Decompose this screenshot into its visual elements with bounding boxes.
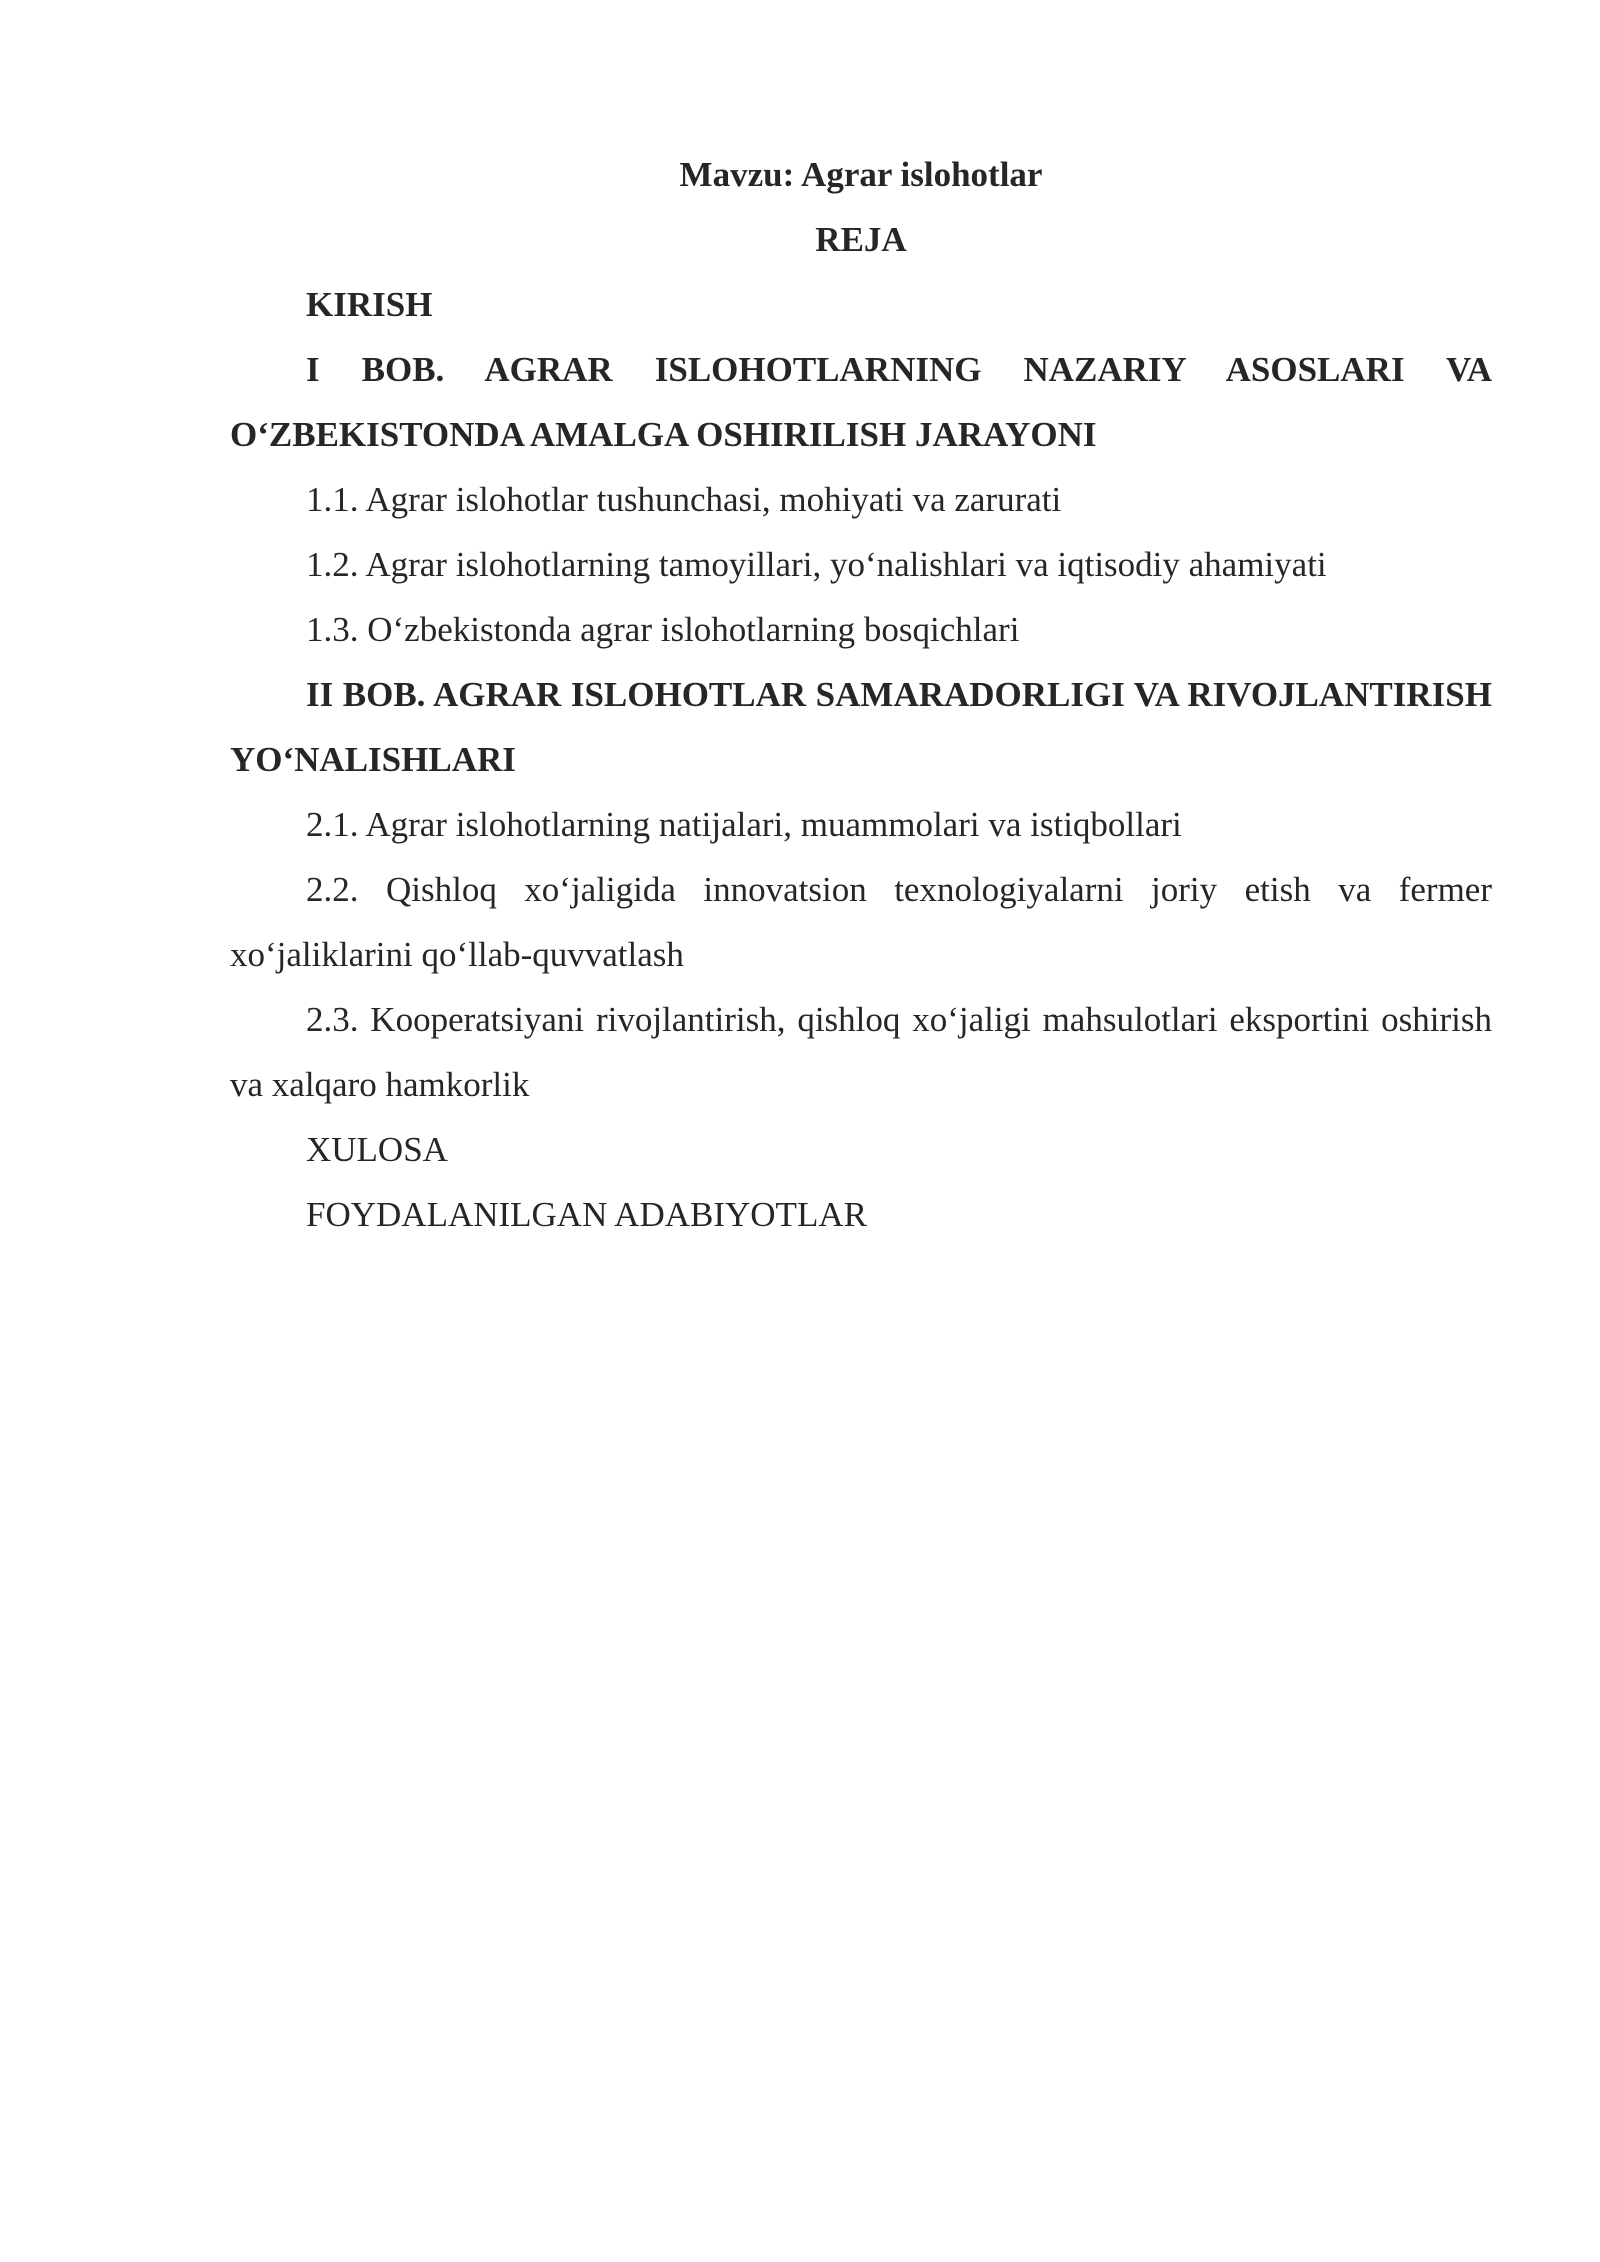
toc-item-section-1-3: 1.3. O‘zbekistonda agrar islohotlarning bosqichlari: [306, 610, 1020, 649]
toc-item-references: FOYDALANILGAN ADABIYOTLAR: [306, 1195, 867, 1234]
toc-item-chapter-2: II BOB. AGRAR ISLOHOTLAR SAMARADORLIGI VA RIVOJLANTIRISH YO‘NALISHLARI: [230, 675, 1492, 779]
toc-item-section-1-1: 1.1. Agrar islohotlar tushunchasi, mohiyati va zarurati: [306, 480, 1062, 519]
toc-item-conclusion: XULOSA: [306, 1130, 448, 1169]
plan-heading: REJA: [815, 220, 907, 259]
toc-item-section-2-3: 2.3. Kooperatsiyani rivojlantirish, qishloq xo‘jaligi mahsulotlari eksportini oshirish va xalqaro hamkorlik: [230, 1000, 1492, 1104]
toc-item-introduction: KIRISH: [306, 285, 433, 324]
toc-item-section-1-2: 1.2. Agrar islohotlarning tamoyillari, yo‘nalishlari va iqtisodiy ahamiyati: [306, 545, 1327, 584]
toc-item-chapter-1: I BOB. AGRAR ISLOHOTLARNING NAZARIY ASOSLARI VA O‘ZBEKISTONDA AMALGA OSHIRILISH JARAYONI: [230, 350, 1492, 454]
toc-item-section-2-2: 2.2. Qishloq xo‘jaligida innovatsion texnologiyalarni joriy etish va fermer xo‘jaliklarini qo‘llab-quvvatlash: [230, 870, 1492, 974]
toc-item-section-2-1: 2.1. Agrar islohotlarning natijalari, muammolari va istiqbollari: [306, 805, 1182, 844]
document-content: [230, 142, 1492, 1247]
topic-title: Mavzu: Agrar islohotlar: [679, 155, 1043, 194]
